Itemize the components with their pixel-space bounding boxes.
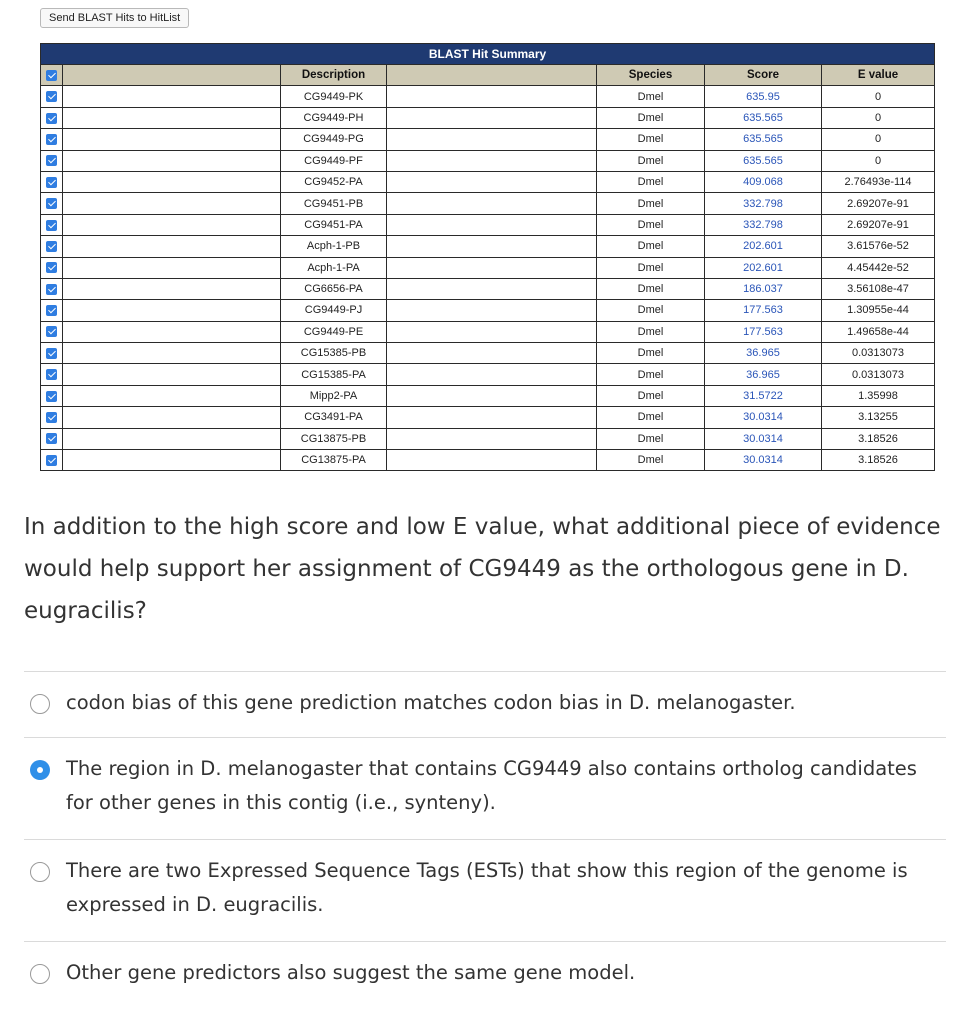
checkbox-checked-icon: [46, 220, 57, 231]
blank-cell: [387, 343, 597, 364]
blank-cell: [63, 86, 281, 107]
blank-cell: [63, 278, 281, 299]
hit-evalue: 0.0313073: [822, 343, 935, 364]
hit-species: Dmel: [597, 450, 705, 471]
hit-description[interactable]: CG6656-PA: [281, 278, 387, 299]
blank-cell: [63, 129, 281, 150]
hit-description[interactable]: CG9449-PK: [281, 86, 387, 107]
send-to-hitlist-button[interactable]: Send BLAST Hits to HitList: [40, 8, 189, 28]
column-header-evalue[interactable]: E value: [822, 65, 935, 86]
row-select-checkbox[interactable]: [41, 300, 63, 321]
hit-score-link[interactable]: 635.565: [705, 150, 822, 171]
blank-cell: [63, 107, 281, 128]
blank-cell: [387, 236, 597, 257]
hit-description[interactable]: CG15385-PB: [281, 343, 387, 364]
hit-score-link[interactable]: 31.5722: [705, 385, 822, 406]
blank-cell: [63, 343, 281, 364]
column-header-description[interactable]: Description: [281, 65, 387, 86]
blank-column-header: [63, 65, 281, 86]
row-select-checkbox[interactable]: [41, 428, 63, 449]
table-row: [41, 364, 935, 385]
blank-cell: [63, 450, 281, 471]
hit-description[interactable]: Acph-1-PA: [281, 257, 387, 278]
answer-option[interactable]: [24, 941, 946, 1029]
hit-description[interactable]: CG9451-PB: [281, 193, 387, 214]
checkbox-checked-icon: [46, 262, 57, 273]
table-title: BLAST Hit Summary: [41, 44, 935, 65]
blank-cell: [387, 300, 597, 321]
blank-cell: [387, 257, 597, 278]
checkbox-checked-icon: [46, 155, 57, 166]
hit-evalue: 2.76493e-114: [822, 171, 935, 192]
blank-cell: [387, 193, 597, 214]
table-row: [41, 129, 935, 150]
hit-description[interactable]: CG9452-PA: [281, 171, 387, 192]
hit-description[interactable]: CG13875-PB: [281, 428, 387, 449]
blank-cell: [387, 86, 597, 107]
hit-species: Dmel: [597, 257, 705, 278]
blank-cell: [63, 364, 281, 385]
checkbox-checked-icon: [46, 134, 57, 145]
hit-score-link[interactable]: 186.037: [705, 278, 822, 299]
row-select-checkbox[interactable]: [41, 257, 63, 278]
hit-species: Dmel: [597, 278, 705, 299]
table-row: [41, 300, 935, 321]
hit-species: Dmel: [597, 129, 705, 150]
blank-cell: [63, 300, 281, 321]
checkbox-checked-icon: [46, 412, 57, 423]
row-select-checkbox[interactable]: [41, 193, 63, 214]
hit-evalue: 0: [822, 150, 935, 171]
checkbox-checked-icon: [46, 391, 57, 402]
table-row: [41, 278, 935, 299]
blank-cell: [387, 171, 597, 192]
table-row: [41, 407, 935, 428]
blast-hit-summary-table: [40, 43, 935, 471]
hit-description[interactable]: CG3491-PA: [281, 407, 387, 428]
row-select-checkbox[interactable]: [41, 107, 63, 128]
blank-cell: [387, 428, 597, 449]
hit-description[interactable]: Acph-1-PB: [281, 236, 387, 257]
select-all-checkbox[interactable]: [41, 65, 63, 86]
row-select-checkbox[interactable]: [41, 385, 63, 406]
blank-cell: [63, 257, 281, 278]
hit-description[interactable]: CG9449-PG: [281, 129, 387, 150]
row-select-checkbox[interactable]: [41, 321, 63, 342]
blank-column-header: [387, 65, 597, 86]
answer-option-text: The region in D. melanogaster that contains CG9449 also contains ortholog candidates for other genes in this contig (i.e., synteny).: [66, 757, 917, 814]
checkbox-checked-icon: [46, 241, 57, 252]
hit-evalue: 0.0313073: [822, 364, 935, 385]
hit-species: Dmel: [597, 214, 705, 235]
hit-evalue: 0: [822, 107, 935, 128]
blank-cell: [387, 278, 597, 299]
checkbox-checked-icon: [46, 433, 57, 444]
checkbox-checked-icon: [46, 70, 57, 81]
answer-option[interactable]: [24, 839, 946, 941]
blank-cell: [63, 214, 281, 235]
hit-score-link[interactable]: 30.0314: [705, 407, 822, 428]
radio-unselected-icon[interactable]: [30, 862, 50, 882]
blank-cell: [387, 129, 597, 150]
hit-species: Dmel: [597, 364, 705, 385]
hit-score-link[interactable]: 635.565: [705, 129, 822, 150]
hit-species: Dmel: [597, 300, 705, 321]
checkbox-checked-icon: [46, 348, 57, 359]
blank-cell: [63, 385, 281, 406]
hit-score-link[interactable]: 332.798: [705, 214, 822, 235]
column-header-score[interactable]: Score: [705, 65, 822, 86]
blank-cell: [387, 407, 597, 428]
hit-evalue: 2.69207e-91: [822, 214, 935, 235]
radio-selected-icon[interactable]: [30, 760, 50, 780]
row-select-checkbox[interactable]: [41, 214, 63, 235]
hit-score-link[interactable]: 177.563: [705, 321, 822, 342]
checkbox-checked-icon: [46, 91, 57, 102]
table-row: [41, 193, 935, 214]
hit-score-link[interactable]: 30.0314: [705, 428, 822, 449]
question-text: In addition to the high score and low E value, what additional piece of evidence would help support her assignment of CG9449 as the orthologous gene in D. eugracilis?: [24, 514, 941, 624]
hit-description[interactable]: CG9449-PH: [281, 107, 387, 128]
blank-cell: [63, 428, 281, 449]
blank-cell: [63, 236, 281, 257]
blank-cell: [63, 407, 281, 428]
hit-score-link[interactable]: 177.563: [705, 300, 822, 321]
hit-evalue: 0: [822, 129, 935, 150]
checkbox-checked-icon: [46, 305, 57, 316]
hit-species: Dmel: [597, 321, 705, 342]
hit-evalue: 1.49658e-44: [822, 321, 935, 342]
checkbox-checked-icon: [46, 198, 57, 209]
table-row: [41, 257, 935, 278]
hit-evalue: 3.18526: [822, 450, 935, 471]
blank-cell: [387, 385, 597, 406]
blank-cell: [387, 321, 597, 342]
hit-score-link[interactable]: 36.965: [705, 343, 822, 364]
table-row: [41, 236, 935, 257]
checkbox-checked-icon: [46, 369, 57, 380]
answer-option-text: codon bias of this gene prediction matches codon bias in D. melanogaster.: [66, 691, 796, 714]
hit-evalue: 3.61576e-52: [822, 236, 935, 257]
hit-score-link[interactable]: 635.95: [705, 86, 822, 107]
blank-cell: [63, 150, 281, 171]
hit-species: Dmel: [597, 86, 705, 107]
checkbox-checked-icon: [46, 326, 57, 337]
hit-score-link[interactable]: 332.798: [705, 193, 822, 214]
answer-option-text: There are two Expressed Sequence Tags (ESTs) that show this region of the genome is expressed in D. eugracilis.: [66, 859, 908, 916]
radio-unselected-icon[interactable]: [30, 694, 50, 714]
table-row: [41, 214, 935, 235]
checkbox-checked-icon: [46, 177, 57, 188]
row-select-checkbox[interactable]: [41, 171, 63, 192]
hit-species: Dmel: [597, 428, 705, 449]
checkbox-checked-icon: [46, 455, 57, 466]
table-row: [41, 450, 935, 471]
table-row: [41, 385, 935, 406]
column-header-species[interactable]: Species: [597, 65, 705, 86]
table-row: [41, 86, 935, 107]
blank-cell: [63, 193, 281, 214]
table-row: [41, 107, 935, 128]
answer-option-text: Other gene predictors also suggest the same gene model.: [66, 961, 636, 984]
answer-options: [24, 671, 946, 1029]
hit-species: Dmel: [597, 171, 705, 192]
table-row: [41, 321, 935, 342]
hit-evalue: 2.69207e-91: [822, 193, 935, 214]
row-select-checkbox[interactable]: [41, 86, 63, 107]
hit-species: Dmel: [597, 236, 705, 257]
checkbox-checked-icon: [46, 113, 57, 124]
hit-score-link[interactable]: 202.601: [705, 236, 822, 257]
blank-cell: [387, 450, 597, 471]
hit-score-link[interactable]: 635.565: [705, 107, 822, 128]
row-select-checkbox[interactable]: [41, 343, 63, 364]
hit-description[interactable]: Mipp2-PA: [281, 385, 387, 406]
blank-cell: [63, 171, 281, 192]
hit-description[interactable]: CG15385-PA: [281, 364, 387, 385]
hit-description[interactable]: CG9449-PF: [281, 150, 387, 171]
hit-evalue: 1.30955e-44: [822, 300, 935, 321]
hit-description[interactable]: CG13875-PA: [281, 450, 387, 471]
radio-unselected-icon[interactable]: [30, 964, 50, 984]
hit-description[interactable]: CG9451-PA: [281, 214, 387, 235]
hit-description[interactable]: CG9449-PE: [281, 321, 387, 342]
table-row: [41, 343, 935, 364]
hit-species: Dmel: [597, 407, 705, 428]
table-row: [41, 150, 935, 171]
blank-cell: [387, 150, 597, 171]
hit-evalue: 1.35998: [822, 385, 935, 406]
row-select-checkbox[interactable]: [41, 129, 63, 150]
table-row: [41, 171, 935, 192]
hit-score-link[interactable]: 30.0314: [705, 450, 822, 471]
checkbox-checked-icon: [46, 284, 57, 295]
blank-cell: [387, 364, 597, 385]
hit-species: Dmel: [597, 107, 705, 128]
hit-score-link[interactable]: 36.965: [705, 364, 822, 385]
hit-evalue: 4.45442e-52: [822, 257, 935, 278]
row-select-checkbox[interactable]: [41, 236, 63, 257]
hit-species: Dmel: [597, 385, 705, 406]
answer-option[interactable]: [24, 737, 946, 839]
hit-evalue: 3.13255: [822, 407, 935, 428]
blank-cell: [387, 107, 597, 128]
answer-option[interactable]: [24, 671, 946, 737]
hit-evalue: 0: [822, 86, 935, 107]
row-select-checkbox[interactable]: [41, 150, 63, 171]
row-select-checkbox[interactable]: [41, 364, 63, 385]
hit-description[interactable]: CG9449-PJ: [281, 300, 387, 321]
hit-score-link[interactable]: 202.601: [705, 257, 822, 278]
blank-cell: [387, 214, 597, 235]
hit-evalue: 3.18526: [822, 428, 935, 449]
blank-cell: [63, 321, 281, 342]
hit-evalue: 3.56108e-47: [822, 278, 935, 299]
row-select-checkbox[interactable]: [41, 278, 63, 299]
hit-score-link[interactable]: 409.068: [705, 171, 822, 192]
hit-species: Dmel: [597, 150, 705, 171]
row-select-checkbox[interactable]: [41, 407, 63, 428]
table-row: [41, 428, 935, 449]
row-select-checkbox[interactable]: [41, 450, 63, 471]
hit-species: Dmel: [597, 193, 705, 214]
hit-species: Dmel: [597, 343, 705, 364]
